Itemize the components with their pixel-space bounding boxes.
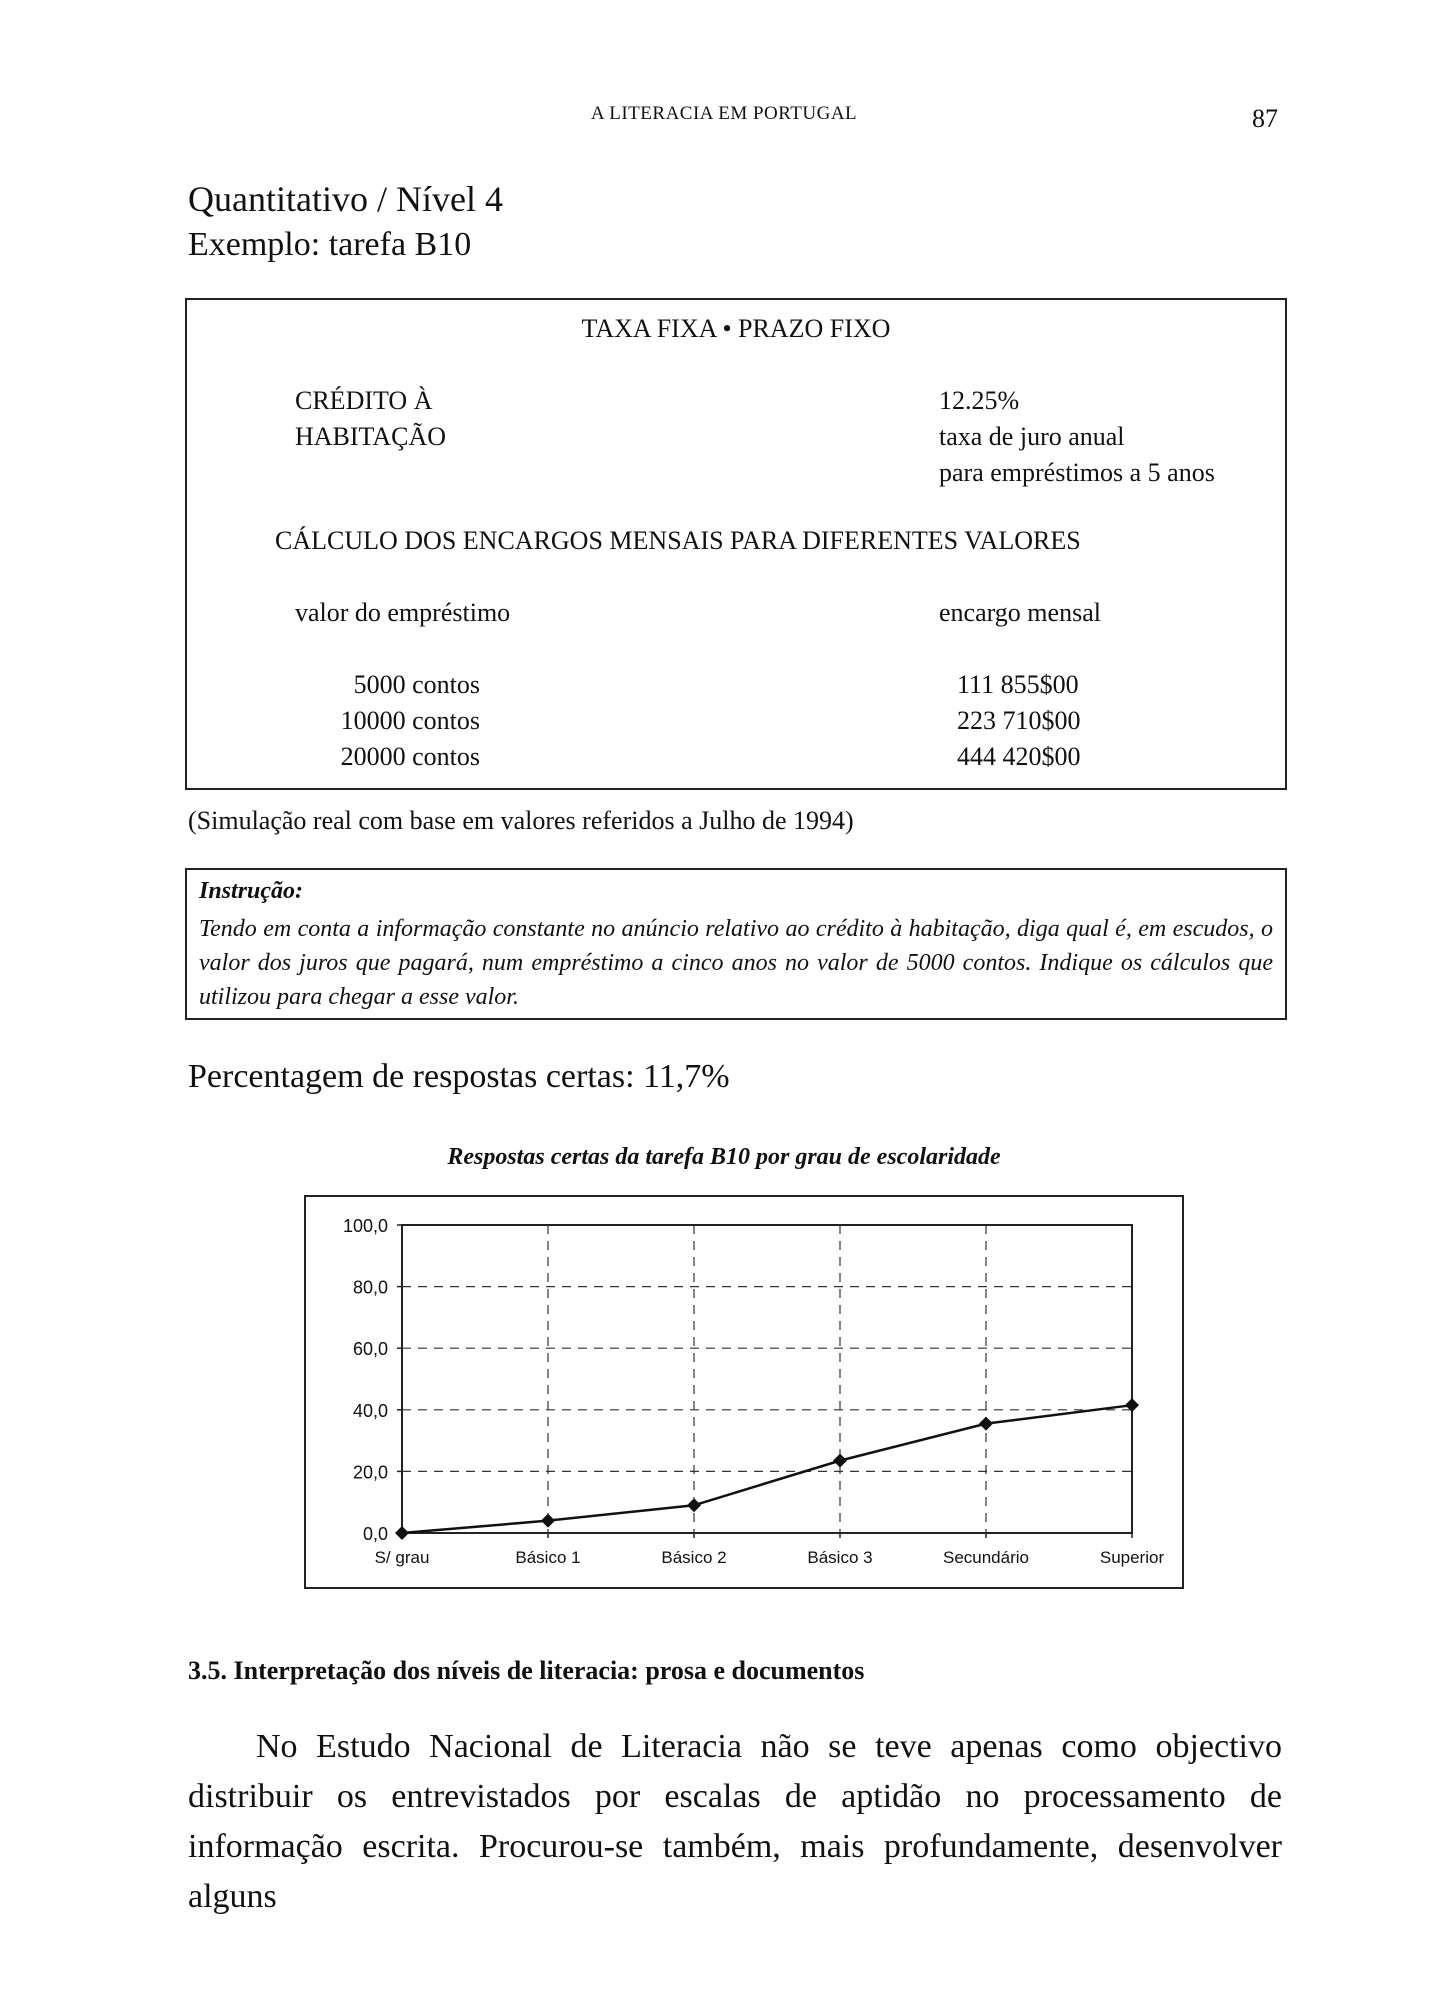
y-tick-label: 0,0 [362, 1524, 388, 1544]
monthly-charge: 223 710$00 [957, 706, 1081, 735]
monthly-charge: 111 855$00 [957, 670, 1079, 699]
x-tick-label: Básico 3 [807, 1548, 873, 1567]
advert-rate-desc1: taxa de juro anual [939, 422, 1125, 451]
body-paragraph: No Estudo Nacional de Literacia não se teve apenas como objectivo distribuir os entrevistados por escalas de aptidão no processamento de informação escrita. Procurou-se também, mais profundamente, desenvolver alguns [188, 1728, 1282, 1915]
x-tick-label: Básico 2 [661, 1548, 727, 1567]
running-header: A LITERACIA EM PORTUGAL [590, 103, 858, 124]
instruction-text: Tendo em conta a informação constante no anúncio relativo ao crédito à habitação, diga qual é, em escudos, o valor dos juros que pagará, num empréstimo a cinco anos no valor de 5000 contos. Indique os cálculos que utilizou para chegar a esse valor. [199, 916, 1273, 1010]
instruction-box [185, 868, 1287, 1020]
data-point-marker [833, 1454, 847, 1468]
y-tick-label: 60,0 [352, 1339, 388, 1360]
y-tick-label: 80,0 [352, 1277, 388, 1298]
data-point-marker [979, 1417, 993, 1431]
example-label: Exemplo: tarefa B10 [188, 226, 472, 263]
x-tick-label: Superior [1099, 1548, 1165, 1567]
subsection-heading: 3.5. Interpretação dos níveis de literacia: prosa e documentos [188, 1656, 865, 1685]
data-point-marker [541, 1514, 555, 1528]
loan-value: 5000 contos [353, 670, 480, 699]
plot-area-frame [402, 1225, 1132, 1533]
advert-calc-title: CÁLCULO DOS ENCARGOS MENSAIS PARA DIFERENTES VALORES [275, 526, 1081, 555]
page-number: 87 [1252, 104, 1278, 133]
advert-caption: (Simulação real com base em valores referidos a Julho de 1994) [188, 806, 854, 835]
y-tick-label: 40,0 [352, 1400, 388, 1421]
x-tick-label: Secundário [942, 1548, 1030, 1567]
loan-value: 20000 contos [340, 742, 480, 771]
col-header-loan: valor do empréstimo [295, 598, 511, 627]
correct-answers-percentage: Percentagem de respostas certas: 11,7% [188, 1058, 730, 1095]
advert-rate: 12.25% [939, 386, 1020, 415]
y-tick-label: 100,0 [342, 1216, 388, 1236]
advert-rate-desc2: para empréstimos a 5 anos [939, 458, 1215, 487]
data-point-marker [395, 1526, 409, 1540]
data-point-marker [687, 1498, 701, 1512]
col-header-charge: encargo mensal [939, 598, 1101, 627]
loan-advert-box [185, 298, 1287, 790]
line-chart [306, 1197, 1182, 1587]
loan-value: 10000 contos [340, 706, 480, 735]
instruction-label: Instrução: [199, 878, 304, 904]
chart-title: Respostas certas da tarefa B10 por grau de escolaridade [447, 1144, 1001, 1170]
y-tick-label: 20,0 [352, 1462, 388, 1483]
advert-headline: TAXA FIXA • PRAZO FIXO [581, 314, 891, 343]
series-line [402, 1405, 1132, 1533]
advert-product-line2: HABITAÇÃO [295, 422, 447, 451]
monthly-charge: 444 420$00 [957, 742, 1081, 771]
x-tick-label: S/ grau [374, 1548, 430, 1567]
section-title: Quantitativo / Nível 4 [188, 179, 503, 219]
chart-frame [304, 1195, 1184, 1589]
advert-product-line1: CRÉDITO À [295, 386, 433, 415]
x-tick-label: Básico 1 [515, 1548, 581, 1567]
